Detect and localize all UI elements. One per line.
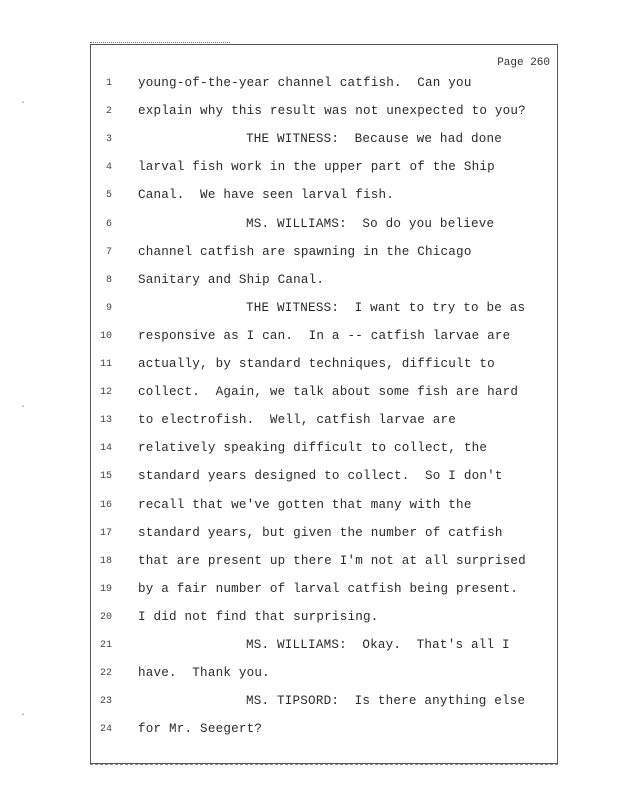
line-text: I did not find that surprising. bbox=[138, 609, 379, 624]
bottom-rule bbox=[90, 764, 558, 765]
line-text: collect. Again, we talk about some fish are hard bbox=[138, 385, 519, 400]
line-number: 24 bbox=[99, 724, 112, 736]
line-text: actually, by standard techniques, difficult to bbox=[138, 357, 495, 371]
transcript-line bbox=[0, 439, 618, 467]
line-number: 6 bbox=[105, 218, 112, 230]
transcript-line bbox=[0, 580, 618, 608]
line-number: 9 bbox=[105, 302, 112, 314]
transcript-line bbox=[0, 74, 618, 102]
transcript-line bbox=[0, 243, 618, 271]
transcript-line bbox=[0, 608, 618, 636]
transcript-line bbox=[0, 664, 618, 692]
transcript-line bbox=[0, 636, 618, 664]
line-number: 2 bbox=[105, 106, 112, 118]
line-number: 12 bbox=[99, 387, 112, 399]
transcript-line bbox=[0, 299, 618, 327]
line-text: Canal. We have seen larval fish. bbox=[138, 188, 394, 203]
margin-mark: . bbox=[20, 96, 27, 107]
line-number: 7 bbox=[105, 246, 112, 258]
transcript-line bbox=[0, 552, 618, 580]
line-text: that are present up there I'm not at all surprised bbox=[138, 553, 526, 568]
line-text: young-of-the-year channel catfish. Can you bbox=[138, 76, 472, 90]
transcript-line bbox=[0, 692, 618, 720]
line-number: 20 bbox=[99, 611, 112, 623]
line-number: 15 bbox=[99, 471, 112, 483]
line-text: to electrofish. Well, catfish larvae are bbox=[138, 413, 457, 428]
line-text: MS. TIPSORD: Is there anything else bbox=[246, 694, 526, 709]
line-number: 19 bbox=[99, 583, 112, 595]
transcript-line bbox=[0, 102, 618, 130]
line-number: 17 bbox=[99, 527, 112, 539]
line-text: standard years, but given the number of catfish bbox=[138, 525, 503, 540]
transcript-line bbox=[0, 411, 618, 439]
top-rule bbox=[90, 42, 230, 43]
line-text: larval fish work in the upper part of the Ship bbox=[138, 160, 495, 175]
line-text: recall that we've gotten that many with the bbox=[138, 497, 472, 512]
margin-mark: . bbox=[20, 708, 27, 719]
line-number: 4 bbox=[105, 162, 112, 174]
line-text: have. Thank you. bbox=[138, 666, 270, 681]
line-text: Sanitary and Ship Canal. bbox=[138, 272, 325, 287]
line-number: 18 bbox=[99, 555, 112, 567]
line-number: 21 bbox=[99, 640, 112, 651]
line-text: explain why this result was not unexpected to you? bbox=[138, 104, 526, 119]
line-number: 8 bbox=[105, 274, 112, 286]
transcript-line bbox=[0, 383, 618, 411]
transcript-line bbox=[0, 271, 618, 299]
transcript-line bbox=[0, 215, 618, 243]
transcript-line bbox=[0, 467, 618, 495]
line-number: 16 bbox=[99, 499, 112, 511]
transcript-line bbox=[0, 355, 618, 383]
line-text: THE WITNESS: I want to try to be as bbox=[246, 300, 526, 315]
transcript-line bbox=[0, 327, 618, 355]
line-text: relatively speaking difficult to collect, the bbox=[138, 441, 488, 456]
page-number: Page 260 bbox=[497, 57, 550, 69]
line-text: standard years designed to collect. So I don't bbox=[138, 469, 503, 484]
line-text: MS. WILLIAMS: Okay. That's all I bbox=[246, 638, 510, 652]
margin-mark: . bbox=[20, 400, 27, 411]
line-number: 10 bbox=[99, 330, 112, 342]
transcript-line bbox=[0, 524, 618, 552]
line-number: 5 bbox=[105, 190, 112, 202]
line-text: channel catfish are spawning in the Chicago bbox=[138, 244, 472, 259]
line-text: for Mr. Seegert? bbox=[138, 722, 263, 737]
line-number: 11 bbox=[99, 359, 112, 370]
line-number: 14 bbox=[99, 443, 112, 455]
transcript-line bbox=[0, 720, 618, 748]
line-text: responsive as I can. In a -- catfish larvae are bbox=[138, 328, 511, 343]
line-text: THE WITNESS: Because we had done bbox=[246, 132, 502, 147]
transcript-line bbox=[0, 186, 618, 214]
line-number: 1 bbox=[105, 78, 112, 89]
line-number: 3 bbox=[105, 134, 112, 146]
line-number: 23 bbox=[99, 696, 112, 708]
transcript-line bbox=[0, 496, 618, 524]
line-text: MS. WILLIAMS: So do you believe bbox=[246, 216, 495, 231]
transcript-line bbox=[0, 158, 618, 186]
line-number: 13 bbox=[99, 415, 112, 427]
transcript-line bbox=[0, 130, 618, 158]
line-number: 22 bbox=[99, 668, 112, 680]
line-text: by a fair number of larval catfish being present. bbox=[138, 581, 519, 596]
